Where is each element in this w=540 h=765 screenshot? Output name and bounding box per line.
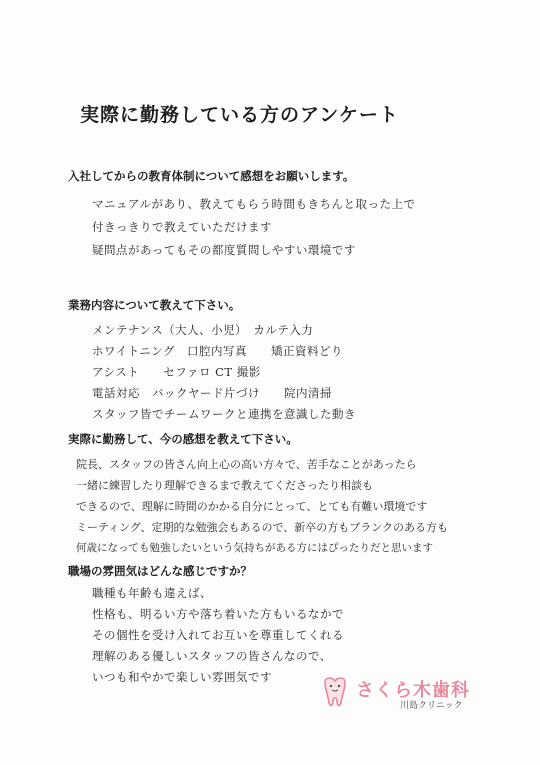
answer-line: マニュアルがあり、教えてもらう時間もきちんと取った上で — [92, 197, 416, 211]
answer-line: 一緒に練習したり理解できるまで教えてくださったり相談も — [76, 479, 373, 492]
answer-line: 付きっきりで教えていただけます — [92, 220, 272, 234]
answer-line: できるので、理解に時間のかかる自分にとって、とても有難い環境です — [76, 500, 428, 513]
question-education: 入社してからの教育体制について感想をお願いします。 — [68, 169, 355, 183]
answer-line: スタッフ皆でチームワークと連携を意識した動き — [92, 407, 356, 421]
page-title: 実際に勤務している方のアンケート — [80, 104, 399, 126]
answer-line: 何歳になっても勉強したいという気持ちがある方にはぴったりだと思います — [76, 542, 433, 554]
answer-line: 疑問点があってもその都度質問しやすい環境です — [92, 243, 356, 257]
answer-line: メンテナンス（大人、小児） カルテ入力 — [92, 323, 314, 337]
clinic-name: さくら木歯科 — [356, 680, 470, 701]
answer-line: 性格も、明るい方や落ち着いた方もいるなかで — [92, 607, 344, 621]
answer-line: いつも和やかで楽しい雰囲気です — [92, 670, 272, 684]
question-atmosphere: 職場の雰囲気はどんな感じですか？ — [68, 564, 252, 578]
answer-line: アシスト セファロ CT 撮影 — [92, 365, 261, 379]
tooth-icon — [320, 676, 350, 712]
clinic-logo — [308, 674, 468, 714]
clinic-subname: 川島クリニック — [400, 701, 463, 711]
question-duties: 業務内容について教えて下さい。 — [68, 298, 241, 312]
answer-line: 電話対応 バックヤード片づけ 院内清掃 — [92, 386, 332, 400]
answer-line: 院長、スタッフの皆さん向上心の高い方々で、苦手なことがあったら — [76, 458, 417, 471]
answer-line: 職種も年齢も違えば、 — [92, 586, 212, 600]
answer-line: ミーティング、定期的な勉強会もあるので、新卒の方もブランクのある方も — [76, 521, 449, 534]
answer-line: その個性を受け入れてお互いを尊重してくれる — [92, 628, 344, 642]
answer-line: 理解のある優しいスタッフの皆さんなので、 — [92, 649, 332, 663]
answer-line: ホワイトニング 口腔内写真 矯正資料どり — [92, 344, 343, 358]
question-impressions: 実際に勤務して、今の感想を教えて下さい。 — [68, 432, 298, 446]
